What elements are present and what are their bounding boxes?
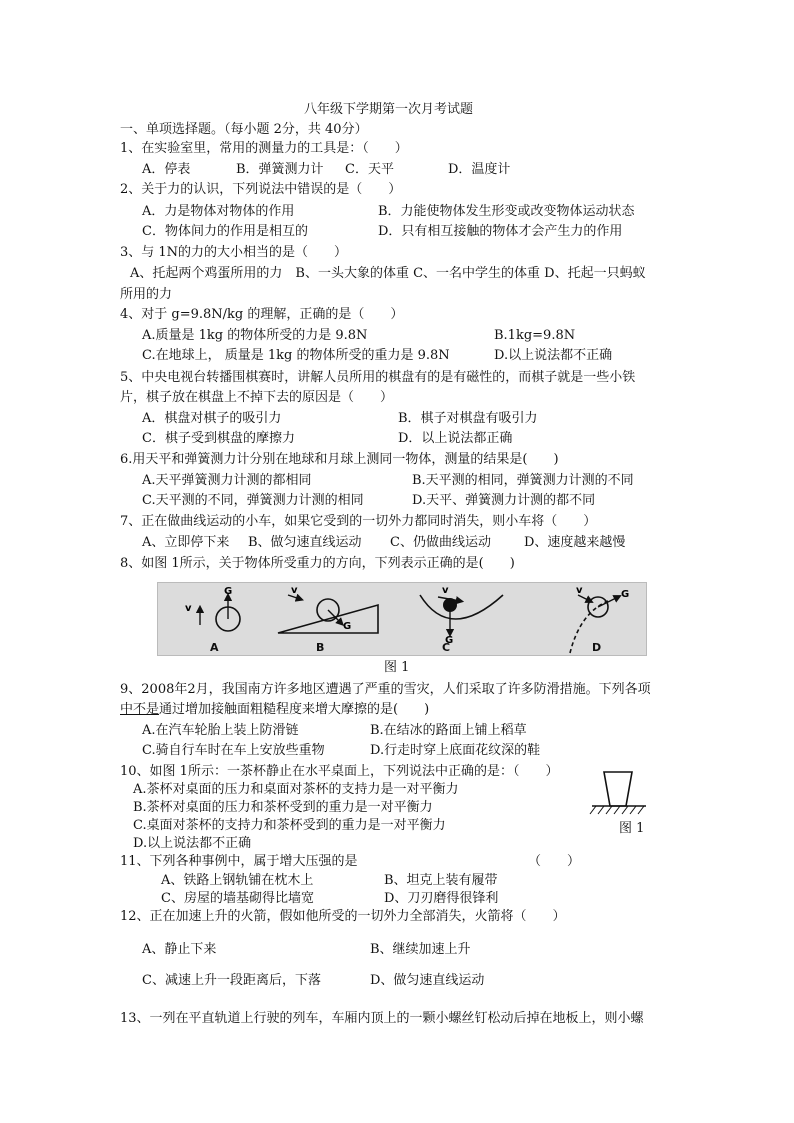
figure-c-v-label: v [442,585,449,596]
q6-option-d: D.天平、弹簧测力计测的都不同 [412,493,596,508]
q5-option-d: D．以上说法都正确 [398,431,513,446]
q10-stem: 10、如图 1所示：一茶杯静止在水平桌面上，下列说法中正确的是：（ ） [120,764,559,779]
q7-stem: 7、正在做曲线运动的小车，如果它受到的一切外力都同时消失，则小车将（ ） [120,514,597,529]
q3-options-line2: 所用的力 [120,287,173,302]
figure-a-g-label: G [224,586,233,597]
q3-stem: 3、与 1N的力的大小相当的是（ ） [120,245,348,260]
q4-stem: 4、对于 g=9.8N/kg 的理解，正确的是（ ） [120,307,404,322]
q8-stem: 8、如图 1所示，关于物体所受重力的方向，下列表示正确的是( ) [120,556,515,571]
q9-stem-line1: 9、2008年2月，我国南方许多地区遭遇了严重的雪灾，人们采取了许多防滑措施。下列各项 [120,682,651,697]
q11-option-c: C、房屋的墙基砌得比墙宽 [161,891,314,906]
q2-stem: 2、关于力的认识，下列说法中错误的是（ ） [120,182,402,197]
q11-option-d: D、刀刃磨得很锋利 [384,891,499,906]
q11-option-b: B、坦克上装有履带 [384,873,498,888]
exam-title: 八年级下学期第一次月考试题 [304,102,474,117]
q5-stem-line2: 片，棋子放在棋盘上不掉下去的原因是（ ） [120,390,394,405]
q9-option-a: A.在汽车轮胎上装上防滑链 [142,723,299,738]
q1-stem: 1、在实验室里，常用的测量力的工具是：（ ） [120,141,408,156]
q10-option-d: D.以上说法都不正确 [133,836,252,851]
q2-option-b: B．力能使物体发生形变或改变物体运动状态 [378,204,635,219]
gravity-figure-drawing [158,583,646,655]
q7-option-c: C、仍做曲线运动 [390,535,491,550]
q12-option-d: D、做匀速直线运动 [370,973,485,988]
q4-option-d: D.以上说法都不正确 [494,348,613,363]
q6-option-b: B.天平测的相同，弹簧测力计测的不同 [412,473,634,488]
q12-option-c: C、减速上升一段距离后，下落 [142,973,321,988]
figure-letter-c: C [442,641,451,654]
q5-stem-line1: 5、中央电视台转播围棋赛时，讲解人员所用的棋盘有的是有磁性的，而棋子就是一些小铁 [120,370,636,385]
q3-options-line1: A、托起两个鸡蛋所用的力 B、一头大象的体重 C、一名中学生的体重 D、托起一只蚂蚁 [130,266,646,281]
figure-c-g-label: G [445,635,454,646]
q10-option-c: C.桌面对茶杯的支持力和茶杯受到的重力是一对平衡力 [133,818,446,833]
q12-option-a: A、静止下来 [142,942,217,957]
section-heading: 一、单项选择题。（每小题 2分，共 40分） [120,122,368,137]
q10-option-b: B.茶杯对桌面的压力和茶杯受到的重力是一对平衡力 [133,800,433,815]
q1-option-d: D．温度计 [448,162,511,177]
q5-option-c: C．棋子受到棋盘的摩擦力 [142,431,295,446]
figure-d-v-label: v [576,585,583,596]
q6-stem: 6.用天平和弹簧测力计分别在地球和月球上测同一物体，测量的结果是( ) [120,452,559,467]
q2-option-d: D．只有相互接触的物体才会产生力的作用 [378,224,623,239]
figure-letter-a: A [210,641,219,654]
q5-option-a: A．棋盘对棋子的吸引力 [142,411,282,426]
q2-option-c: C．物体间力的作用是相互的 [142,224,308,239]
q1-option-b: B．弹簧测力计 [236,162,324,177]
q12-option-b: B、继续加速上升 [370,942,471,957]
figure-b-incline [278,595,378,633]
q6-option-a: A.天平弹簧测力计测的都相同 [142,473,312,488]
q11-stem: 11、下列各种事例中，属于增大压强的是 [120,854,358,869]
figure-b-g-label: G [343,621,352,632]
q9-stem-line2-rest: 通过增加接触面粗糙程度来增大摩擦的是( ) [159,702,430,717]
figure-a-v-label: v [185,603,192,614]
q9-option-d: D.行走时穿上底面花纹深的鞋 [370,743,541,758]
figure-a-ball [200,597,240,631]
figure-letter-d: D [592,641,602,654]
q7-option-b: B、做匀速直线运动 [248,535,362,550]
q1-option-c: C．天平 [345,162,394,177]
q9-option-c: C.骑自行车时在车上安放些重物 [142,743,325,758]
q5-option-b: B．棋子对棋盘有吸引力 [398,411,538,426]
figure-1-caption: 图 1 [384,660,410,675]
q9-stem-line2 [120,701,429,719]
q6-option-c: C.天平测的不同，弹簧测力计测的相同 [142,493,364,508]
q9-option-b: B.在结冰的路面上铺上稻草 [370,723,527,738]
q4-option-b: B.1kg=9.8N [494,328,576,343]
figure-letter-b: B [316,641,325,654]
q4-option-a: A.质量是 1kg 的物体所受的力是 9.8N [142,328,368,343]
teacup-on-table-figure [588,768,650,818]
q13-stem-line1: 13、一列在平直轨道上行驶的列车，车厢内顶上的一颗小螺丝钉松动后掉在地板上，则小螺 [120,1011,644,1026]
q7-option-a: A、立即停下来 [142,535,230,550]
teacup-figure-caption: 图 1 [619,821,645,836]
gravity-direction-figure [157,582,647,656]
q2-option-a: A．力是物体对物体的作用 [142,204,295,219]
q11-answer-paren: （ ） [528,854,581,869]
q1-option-a: A．停表 [142,162,191,177]
q11-option-a: A、铁路上钢轨铺在枕木上 [161,873,314,888]
figure-c-curve [420,595,503,633]
figure-b-v-label: v [291,585,298,596]
q7-option-d: D、速度越来越慢 [524,535,626,550]
q12-stem: 12、正在加速上升的火箭，假如他所受的一切外力全部消失，火箭将（ ） [120,909,566,924]
q9-emphasis: 中不是 [120,702,160,717]
q4-option-c: C.在地球上， 质量是 1kg 的物体所受的重力是 9.8N [142,348,450,363]
q10-option-a: A.茶杯对桌面的压力和桌面对茶杯的支持力是一对平衡力 [133,782,459,797]
figure-d-g-label: G [621,589,630,600]
